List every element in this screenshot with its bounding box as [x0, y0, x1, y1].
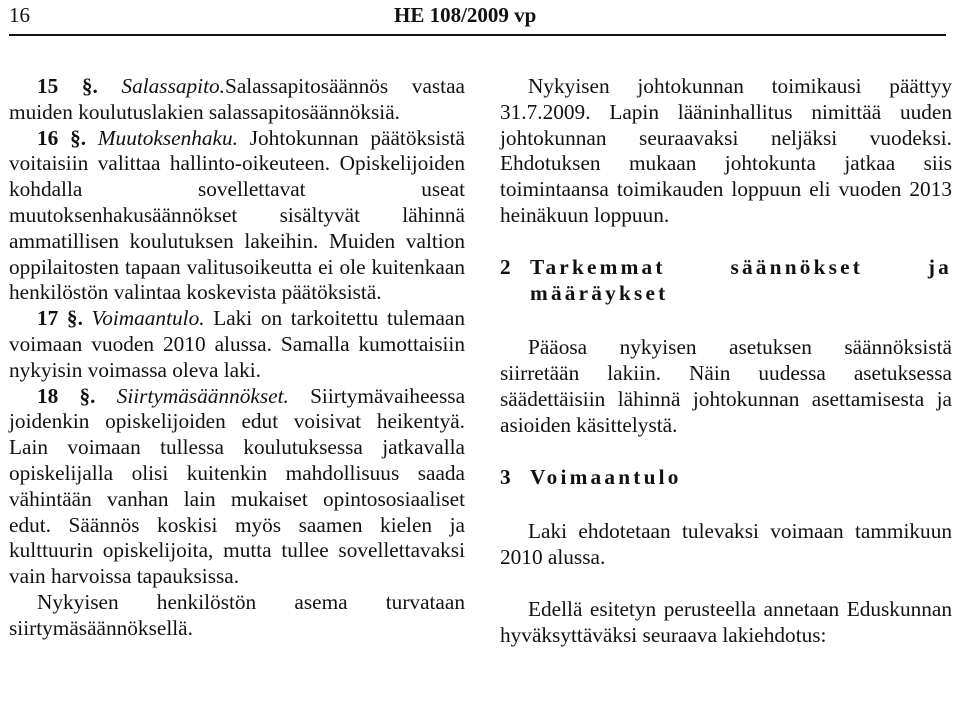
section-number: 15 §. [37, 74, 98, 98]
paragraph-title: Salassapito. [121, 74, 225, 98]
paragraph-17 [9, 306, 465, 383]
left-column [9, 74, 465, 642]
paragraph-15 [9, 74, 465, 126]
paragraph-section-2: Pääosa nykyisen asetuksen säännöksistä siirretään lakiin. Näin uudessa asetuksessa säädettäisiin lähinnä johtokunnan asettamisesta ja asioiden käsittelystä. [500, 335, 952, 437]
right-column [500, 74, 952, 649]
paragraph-body: Salassapitosäännös vastaa muiden koulutuslakien salassapitosäännöksiä. [9, 74, 466, 124]
paragraph-body: Laki on tarkoitettu tulemaan voimaan vuoden 2010 alussa. Samalla kumottaisiin nykyisin voimassa oleva laki. [9, 306, 465, 382]
paragraph-closing: Edellä esitetyn perusteella annetaan Eduskunnan hyväksyttäväksi seuraava lakiehdotus: [500, 596, 952, 647]
paragraph-body: Johtokunnan päätöksistä voitaisiin valittaa hallinto-oikeuteen. Opiskelijoiden kohdalla sovellettavat useat muutoksenhakusäännökset sisältyvät lähinnä ammatillisen koulutuksen lakeihin. Muiden valtion oppilaitosten tapaan valitusoikeutta ei ole kuitenkaan henkilöstön valintaa koskevista päätöksistä. [9, 125, 465, 305]
paragraph-body: Siirtymävaiheessa joidenkin opiskelijoiden edut voisivat heikentyä. Lain voimaan tullessa koulutuksessa jatkavalla opiskelijalla olisi kuitenkin mahdollisuus saada vähintään vanhan lain mukaiset opintososiaaliset edut. Säännös koskisi myös saamen kielen ja kulttuurin opiskelijoita, mutta tullee sovellettavaksi vain harvoissa tapauksissa. [9, 383, 466, 589]
paragraph-section-3: Laki ehdotetaan tulevaksi voimaan tammikuun 2010 alussa. [500, 519, 952, 570]
paragraph-18 [9, 384, 465, 590]
section-heading-3 [500, 465, 952, 491]
page-number: 16 [9, 3, 30, 27]
section-number: 16 §. [37, 125, 87, 150]
paragraph-16 [9, 126, 465, 307]
section-number: 18 §. [37, 383, 96, 408]
paragraph-staff: Nykyisen henkilöstön asema turvataan siirtymäsäännöksellä. [9, 589, 465, 640]
section-heading-title: Voimaantulo [530, 464, 682, 489]
paragraph-title: Siirtymäsäännökset. [116, 383, 289, 408]
header-rule [9, 34, 946, 36]
paragraph-board-term: Nykyisen johtokunnan toimikausi päättyy 31.7.2009. Lapin lääninhallitus nimittää uuden johtokunnan seuraavaksi neljäksi vuodeksi. Ehdotuksen mukaan johtokunta jatkaa siis toimintaansa toimikauden loppuun eli vuoden 2013 heinäkuun loppuun. [500, 74, 952, 227]
section-number: 17 §. [37, 306, 83, 331]
document-id: HE 108/2009 vp [394, 3, 537, 27]
section-heading-number: 2 [500, 254, 511, 279]
paragraph-title: Voimaantulo. [91, 306, 205, 331]
section-heading-2 [500, 255, 952, 307]
section-heading-title: Tarkemmat säännökset ja määräykset [530, 254, 952, 305]
paragraph-title: Muutoksenhaku. [97, 125, 238, 150]
section-heading-number: 3 [500, 464, 511, 489]
